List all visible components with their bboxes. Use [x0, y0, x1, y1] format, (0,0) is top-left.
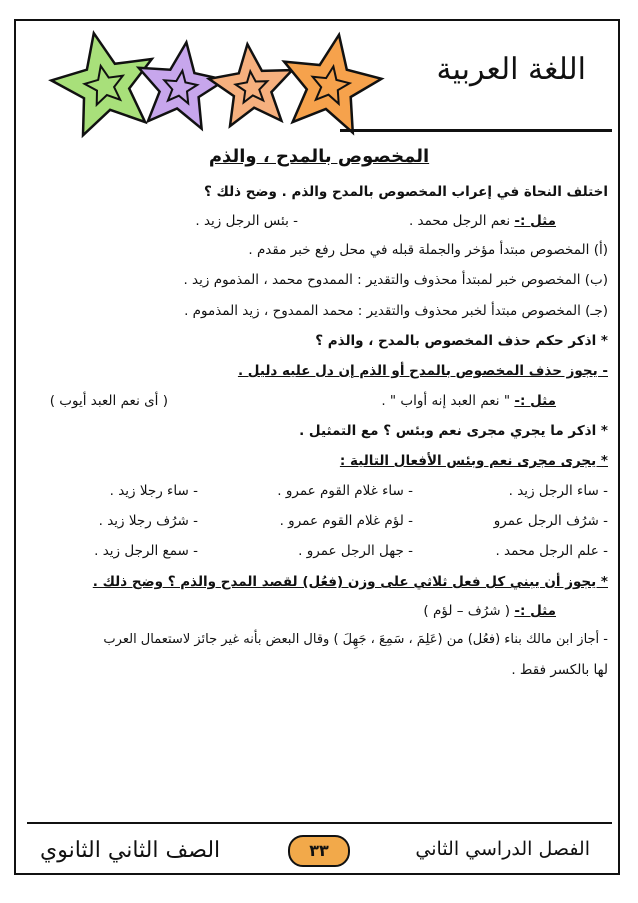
footer-term: الفصل الدراسي الثاني — [415, 838, 590, 860]
example2-note: ( أى نعم العبد أيوب ) — [49, 393, 168, 409]
example-label: مثل :- — [514, 213, 556, 229]
intro-question: اختلف النحاة في إعراب المخصوص بالمدح والذم . وضح ذلك ؟ — [203, 184, 608, 200]
star-icon — [139, 42, 226, 128]
verb-example: - شرُف رجلا زيد . — [98, 513, 198, 529]
example1-block — [409, 213, 556, 229]
example2-text: " نعم العبد إنه أواب " . — [381, 393, 511, 409]
star-icon — [51, 33, 152, 135]
footer-grade: الصف الثاني الثانوي — [40, 838, 221, 863]
page-title: المخصوص بالمدح ، والذم — [208, 146, 430, 167]
verb-example: - ساء الرجل زيد . — [508, 483, 608, 499]
example-label: مثل :- — [514, 603, 556, 619]
question-4: * يجوز أن يبني كل فعل ثلاثي على وزن (فعُل) لقصد المدح والذم ؟ وضح ذلك . — [92, 574, 608, 590]
opinion-b: (ب) المخصوص خبر لمبتدأ محذوف والتقدير : الممدوح محمد ، المذموم زيد . — [183, 272, 608, 288]
example-label: مثل :- — [514, 393, 556, 409]
example2-block — [381, 393, 556, 409]
verb-example: - جهل الرجل عمرو . — [298, 543, 413, 559]
example1-b: - بئس الرجل زيد . — [195, 213, 298, 229]
verb-example: - لؤم غلام القوم عمرو . — [279, 513, 413, 529]
footer-divider — [27, 822, 612, 824]
header-divider — [340, 129, 612, 132]
answer-3-heading: * يجرى مجرى نعم وبئس الأفعال التالية : — [339, 453, 608, 469]
example1-a: نعم الرجل محمد . — [408, 213, 511, 229]
opinion-c: (جـ) المخصوص مبتدأ لخبر محذوف والتقدير : محمد الممدوح ، زيد المذموم . — [184, 303, 608, 319]
closing-line-2: لها بالكسر فقط . — [511, 662, 608, 678]
answer-2: - يجوز حذف المخصوص بالمدح أو الذم إن دل عليه دليل . — [237, 363, 608, 379]
opinion-a: (أ) المخصوص مبتدأ مؤخر والجملة قبله في محل رفع خبر مقدم . — [248, 242, 608, 258]
verb-example: - ساء رجلا زيد . — [109, 483, 198, 499]
verb-example: - شرُف الرجل عمرو — [493, 513, 608, 529]
stars-decoration — [30, 28, 390, 140]
question-2: * اذكر حكم حذف المخصوص بالمدح ، والذم ؟ — [315, 333, 608, 349]
subject-title: اللغة العربية — [436, 52, 586, 87]
question-3: * اذكر ما يجري مجرى نعم وبئس ؟ مع التمثيل . — [299, 423, 608, 439]
closing-line-1: - أجاز ابن مالك بناء (فعُل) من (عَلِمَ ، سَمِعَ ، جَهِلَ ) وقال البعض بأنه غير جائز لاستعمال العرب — [103, 632, 608, 647]
page-number: ٣٣ — [288, 835, 350, 867]
star-icon — [209, 44, 292, 126]
star-icon — [284, 35, 381, 133]
verb-example: - علم الرجل محمد . — [495, 543, 608, 559]
verb-example: - ساء غلام القوم عمرو . — [277, 483, 413, 499]
verb-example: - سمع الرجل زيد . — [94, 543, 198, 559]
example3-block — [423, 603, 556, 619]
example3-text: ( شرُف – لؤم ) — [423, 603, 511, 619]
